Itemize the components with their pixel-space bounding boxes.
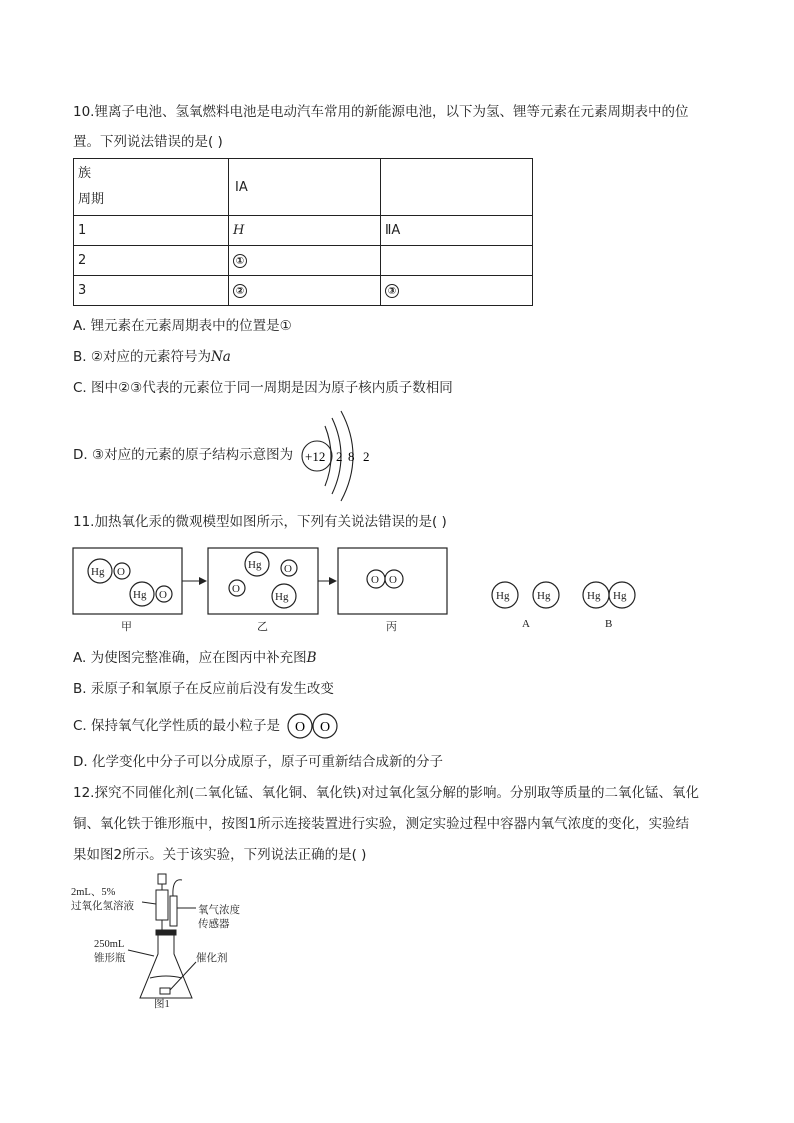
label-h2o2-volume: 2mL、5% <box>71 887 116 898</box>
q10-option-c: C. 图中②③代表的元素位于同一周期是因为原子核内质子数相同 <box>73 380 453 396</box>
hg-label: Hg <box>587 590 601 602</box>
o-label: O <box>232 583 240 595</box>
atom-structure-diagram <box>298 406 388 502</box>
electrons-shell-2: 8 <box>348 449 355 464</box>
q10-option-b: B. ②对应的元素符号为Na <box>73 349 231 365</box>
row2-cell1 <box>229 246 381 276</box>
liquid-line <box>150 976 182 978</box>
header-zu: 族 <box>78 166 92 181</box>
box-yi <box>208 548 318 614</box>
label-B: B <box>605 618 613 630</box>
hg-label: Hg <box>133 589 147 601</box>
q12-stem-line2: 铜、氧化铁于锥形瓶中，按图1所示连接装置进行实验，测定实验过程中容器内氧气浓度的变化，实验结 <box>73 816 690 832</box>
nucleus-charge: +12 <box>305 449 326 464</box>
oxygen-sensor <box>170 896 177 926</box>
label-sensor-a: 氧气浓度 <box>198 905 240 916</box>
o-label: O <box>389 574 397 586</box>
q12-stem-line3: 果如图2所示。关于该实验，下列说法正确的是( ) <box>73 847 367 863</box>
q12-stem-line1: 12.探究不同催化剂(二氧化锰、氧化铜、氧化铁)对过氧化氢分解的影响。分别取等质量的二氧化锰、氧化 <box>73 785 700 801</box>
label-A: A <box>522 618 530 630</box>
box-jia <box>73 548 182 614</box>
syringe-plunger <box>158 874 166 884</box>
row1-label: 1 <box>74 216 229 246</box>
table-header-corner <box>74 159 229 216</box>
label-sensor-b: 传感器 <box>198 919 230 930</box>
erlenmeyer-flask <box>140 935 192 998</box>
q10-stem-line2: 置。下列说法错误的是( ) <box>73 134 223 150</box>
hg-label: Hg <box>275 591 289 603</box>
hg-label: Hg <box>537 590 551 602</box>
header-group-IA: ⅠA <box>229 159 381 216</box>
q11-option-b: B. 汞原子和氧原子在反应前后没有发生改变 <box>73 681 334 697</box>
q10-stem-line1: 10.锂离子电池、氢氧燃料电池是电动汽车常用的新能源电池，以下为氢、锂等元素在元素周期表中的位 <box>73 104 689 120</box>
header-empty <box>381 159 533 216</box>
q11-option-d: D. 化学变化中分子可以分成原子，原子可重新结合成新的分子 <box>73 754 443 770</box>
circled-1: ① <box>233 254 247 268</box>
hg-label: Hg <box>613 590 627 602</box>
shell-1 <box>325 426 331 486</box>
label-flask: 锥形瓶 <box>94 953 126 964</box>
flask-stopper <box>156 930 176 935</box>
q11-stem: 11.加热氧化汞的微观模型如图所示，下列有关说法错误的是( ) <box>73 514 447 530</box>
figure-caption: 图1 <box>154 999 170 1010</box>
label-yi: 乙 <box>257 621 268 633</box>
label-h2o2-solution: 过氧化氢溶液 <box>71 901 134 912</box>
q10-option-d: D. ③对应的元素的原子结构示意图为 <box>73 447 294 463</box>
row3-cell2 <box>381 276 533 306</box>
o-label: O <box>371 574 379 586</box>
label-catalyst: 催化剂 <box>196 953 228 964</box>
o-label: O <box>117 566 125 578</box>
circled-3: ③ <box>385 284 399 298</box>
q11-option-a: A. 为使图完整准确，应在图丙中补充图B <box>73 650 317 666</box>
leader-h2o2 <box>142 902 156 904</box>
q11-option-c: C. 保持氧气化学性质的最小粒子是 <box>73 718 281 734</box>
o-label: O <box>284 563 292 575</box>
label-flask-volume: 250mL <box>94 939 125 950</box>
oxygen-molecule-icon <box>286 712 342 740</box>
hg-label: Hg <box>91 566 105 578</box>
electrons-shell-1: 2 <box>336 449 343 464</box>
o-label: O <box>320 720 331 735</box>
mercury-oxide-micro-model <box>60 540 660 636</box>
q10-option-a: A. 锂元素在元素周期表中的位置是① <box>73 318 292 334</box>
label-jia: 甲 <box>121 621 132 633</box>
periodic-table-excerpt <box>73 158 533 306</box>
experiment-apparatus-figure1 <box>68 870 288 1010</box>
label-bing: 丙 <box>386 621 397 633</box>
hg-label: Hg <box>496 590 510 602</box>
o-label: O <box>159 589 167 601</box>
leader-flask <box>128 950 154 956</box>
row1-cell1: H <box>229 216 381 246</box>
circled-2: ② <box>233 284 247 298</box>
sensor-cable <box>173 880 182 896</box>
row1-cell2: ⅡA <box>381 216 533 246</box>
o-label: O <box>295 720 306 735</box>
row3-label: 3 <box>74 276 229 306</box>
row3-cell1 <box>229 276 381 306</box>
catalyst-block <box>160 988 170 994</box>
row2-cell2 <box>381 246 533 276</box>
hg-label: Hg <box>248 559 262 571</box>
header-zhouqi: 周期 <box>78 192 105 207</box>
electrons-shell-3: 2 <box>363 449 370 464</box>
syringe-barrel <box>156 890 168 920</box>
row2-label: 2 <box>74 246 229 276</box>
